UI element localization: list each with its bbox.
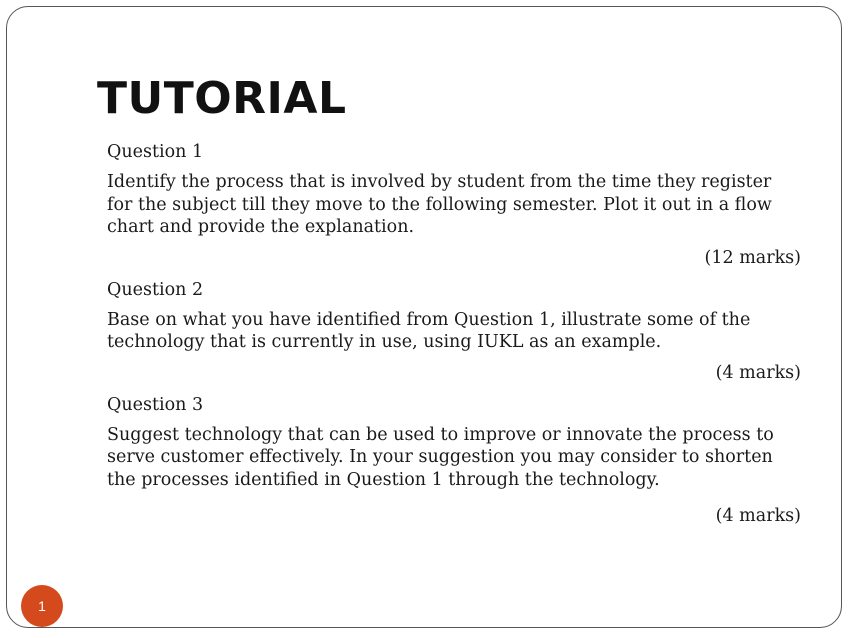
slide-number-badge: 1 xyxy=(21,585,63,627)
question-1 xyxy=(107,141,801,269)
question-2-marks: (4 marks) xyxy=(715,362,801,383)
slide-content xyxy=(107,141,801,527)
question-3-marks: (4 marks) xyxy=(715,506,801,526)
question-3-text: Suggest technology that can be used to improve or innovate the process to serve customer effectively. In your suggestion you may consider to shorten the processes identified in Question 1 through the technology. xyxy=(107,424,774,490)
question-1-heading: Question 1 xyxy=(107,142,204,162)
question-1-text: Identify the process that is involved by student from the time they register for the subject till they move to the following semester. Plot it out in a flow chart and provide the explanation. xyxy=(107,172,772,237)
question-3-heading: Question 3 xyxy=(107,394,204,415)
question-2-heading: Question 2 xyxy=(107,279,204,300)
slide-frame xyxy=(6,6,842,628)
question-1-marks: (12 marks) xyxy=(704,247,801,268)
question-2 xyxy=(107,279,801,384)
question-2-text: Base on what you have identified from Question 1, illustrate some of the technology that is currently in use, using IUKL as an example. xyxy=(107,309,751,352)
question-3 xyxy=(107,394,801,528)
slide-title: TUTORIAL xyxy=(97,73,347,124)
